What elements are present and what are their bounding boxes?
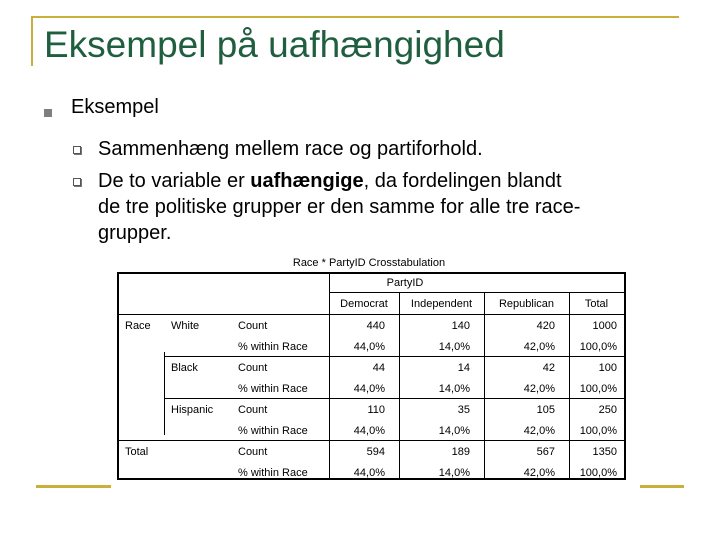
- cell: 42,0%: [523, 467, 555, 479]
- sub-bullet-icon: [73, 178, 81, 186]
- cell: 44,0%: [353, 383, 385, 395]
- col-group-label: PartyID: [386, 277, 424, 289]
- sub2-pre: De to variable er: [98, 170, 251, 192]
- cell: 250: [598, 404, 617, 416]
- cell: 35: [457, 404, 470, 416]
- stat-label: Count: [238, 320, 268, 332]
- cell: 100: [598, 362, 617, 374]
- col-header: Independent: [410, 298, 473, 310]
- stat-label: % within Race: [238, 425, 308, 437]
- cell: 42,0%: [523, 341, 555, 353]
- cell: 42,0%: [523, 383, 555, 395]
- slide-title: Eksempel på uafhængighed: [44, 24, 505, 65]
- bullet-square-icon: [44, 109, 52, 117]
- race-label: White: [171, 320, 200, 332]
- crosstab-table: [117, 272, 626, 480]
- sub2-post: , da fordelingen blandt: [363, 170, 562, 192]
- cell: 594: [366, 446, 385, 458]
- frame-left-line: [31, 16, 33, 66]
- cell: 14,0%: [438, 425, 470, 437]
- cell: 567: [536, 446, 555, 458]
- cell: 440: [366, 320, 385, 332]
- sub-bullet-text-2-line3: grupper.: [98, 222, 172, 244]
- row-var-label: Race: [125, 320, 151, 332]
- cell: 110: [367, 404, 385, 416]
- cell: 100,0%: [579, 383, 617, 395]
- cell: 420: [536, 320, 555, 332]
- cell: 105: [536, 404, 555, 416]
- sub-bullet-text-2: [98, 168, 562, 194]
- cell: 1350: [592, 446, 617, 458]
- race-label: Black: [171, 362, 198, 374]
- col-header: Republican: [498, 298, 555, 310]
- stat-label: % within Race: [238, 341, 308, 353]
- race-label: Hispanic: [171, 404, 214, 416]
- cell: 44,0%: [353, 467, 385, 479]
- footer-line-right: [640, 485, 684, 488]
- cell: 14,0%: [438, 467, 470, 479]
- cell: 14,0%: [438, 341, 470, 353]
- cell: 42: [542, 362, 555, 374]
- sub-bullet-text-2-line2: de tre politiske grupper er den samme for alle tre race-: [98, 196, 581, 218]
- cell: 100,0%: [579, 467, 617, 479]
- cell: 100,0%: [579, 341, 617, 353]
- cell: 44,0%: [353, 425, 385, 437]
- frame-top-line: [31, 16, 679, 18]
- cell: 14: [457, 362, 470, 374]
- crosstab-title: Race * PartyID Crosstabulation: [292, 257, 446, 269]
- cell: 42,0%: [523, 425, 555, 437]
- cell: 140: [451, 320, 470, 332]
- cell: 1000: [592, 320, 617, 332]
- sub-bullet-text-1: Sammenhæng mellem race og partiforhold.: [98, 138, 483, 160]
- col-header: Total: [584, 298, 609, 310]
- stat-label: Count: [238, 362, 268, 374]
- cell: 100,0%: [579, 425, 617, 437]
- stat-label: % within Race: [238, 467, 308, 479]
- sub-bullet-icon: [73, 146, 81, 154]
- col-header: Democrat: [340, 298, 388, 310]
- sub2-bold: uafhængige: [250, 170, 364, 192]
- total-row-label: Total: [125, 446, 149, 458]
- cell: 44,0%: [353, 341, 385, 353]
- stat-label: % within Race: [238, 383, 308, 395]
- cell: 189: [451, 446, 470, 458]
- stat-label: Count: [238, 446, 268, 458]
- bullet-text: Eksempel: [71, 96, 159, 118]
- cell: 44: [372, 362, 385, 374]
- stat-label: Count: [238, 404, 268, 416]
- footer-line-left: [36, 485, 111, 488]
- cell: 14,0%: [438, 383, 470, 395]
